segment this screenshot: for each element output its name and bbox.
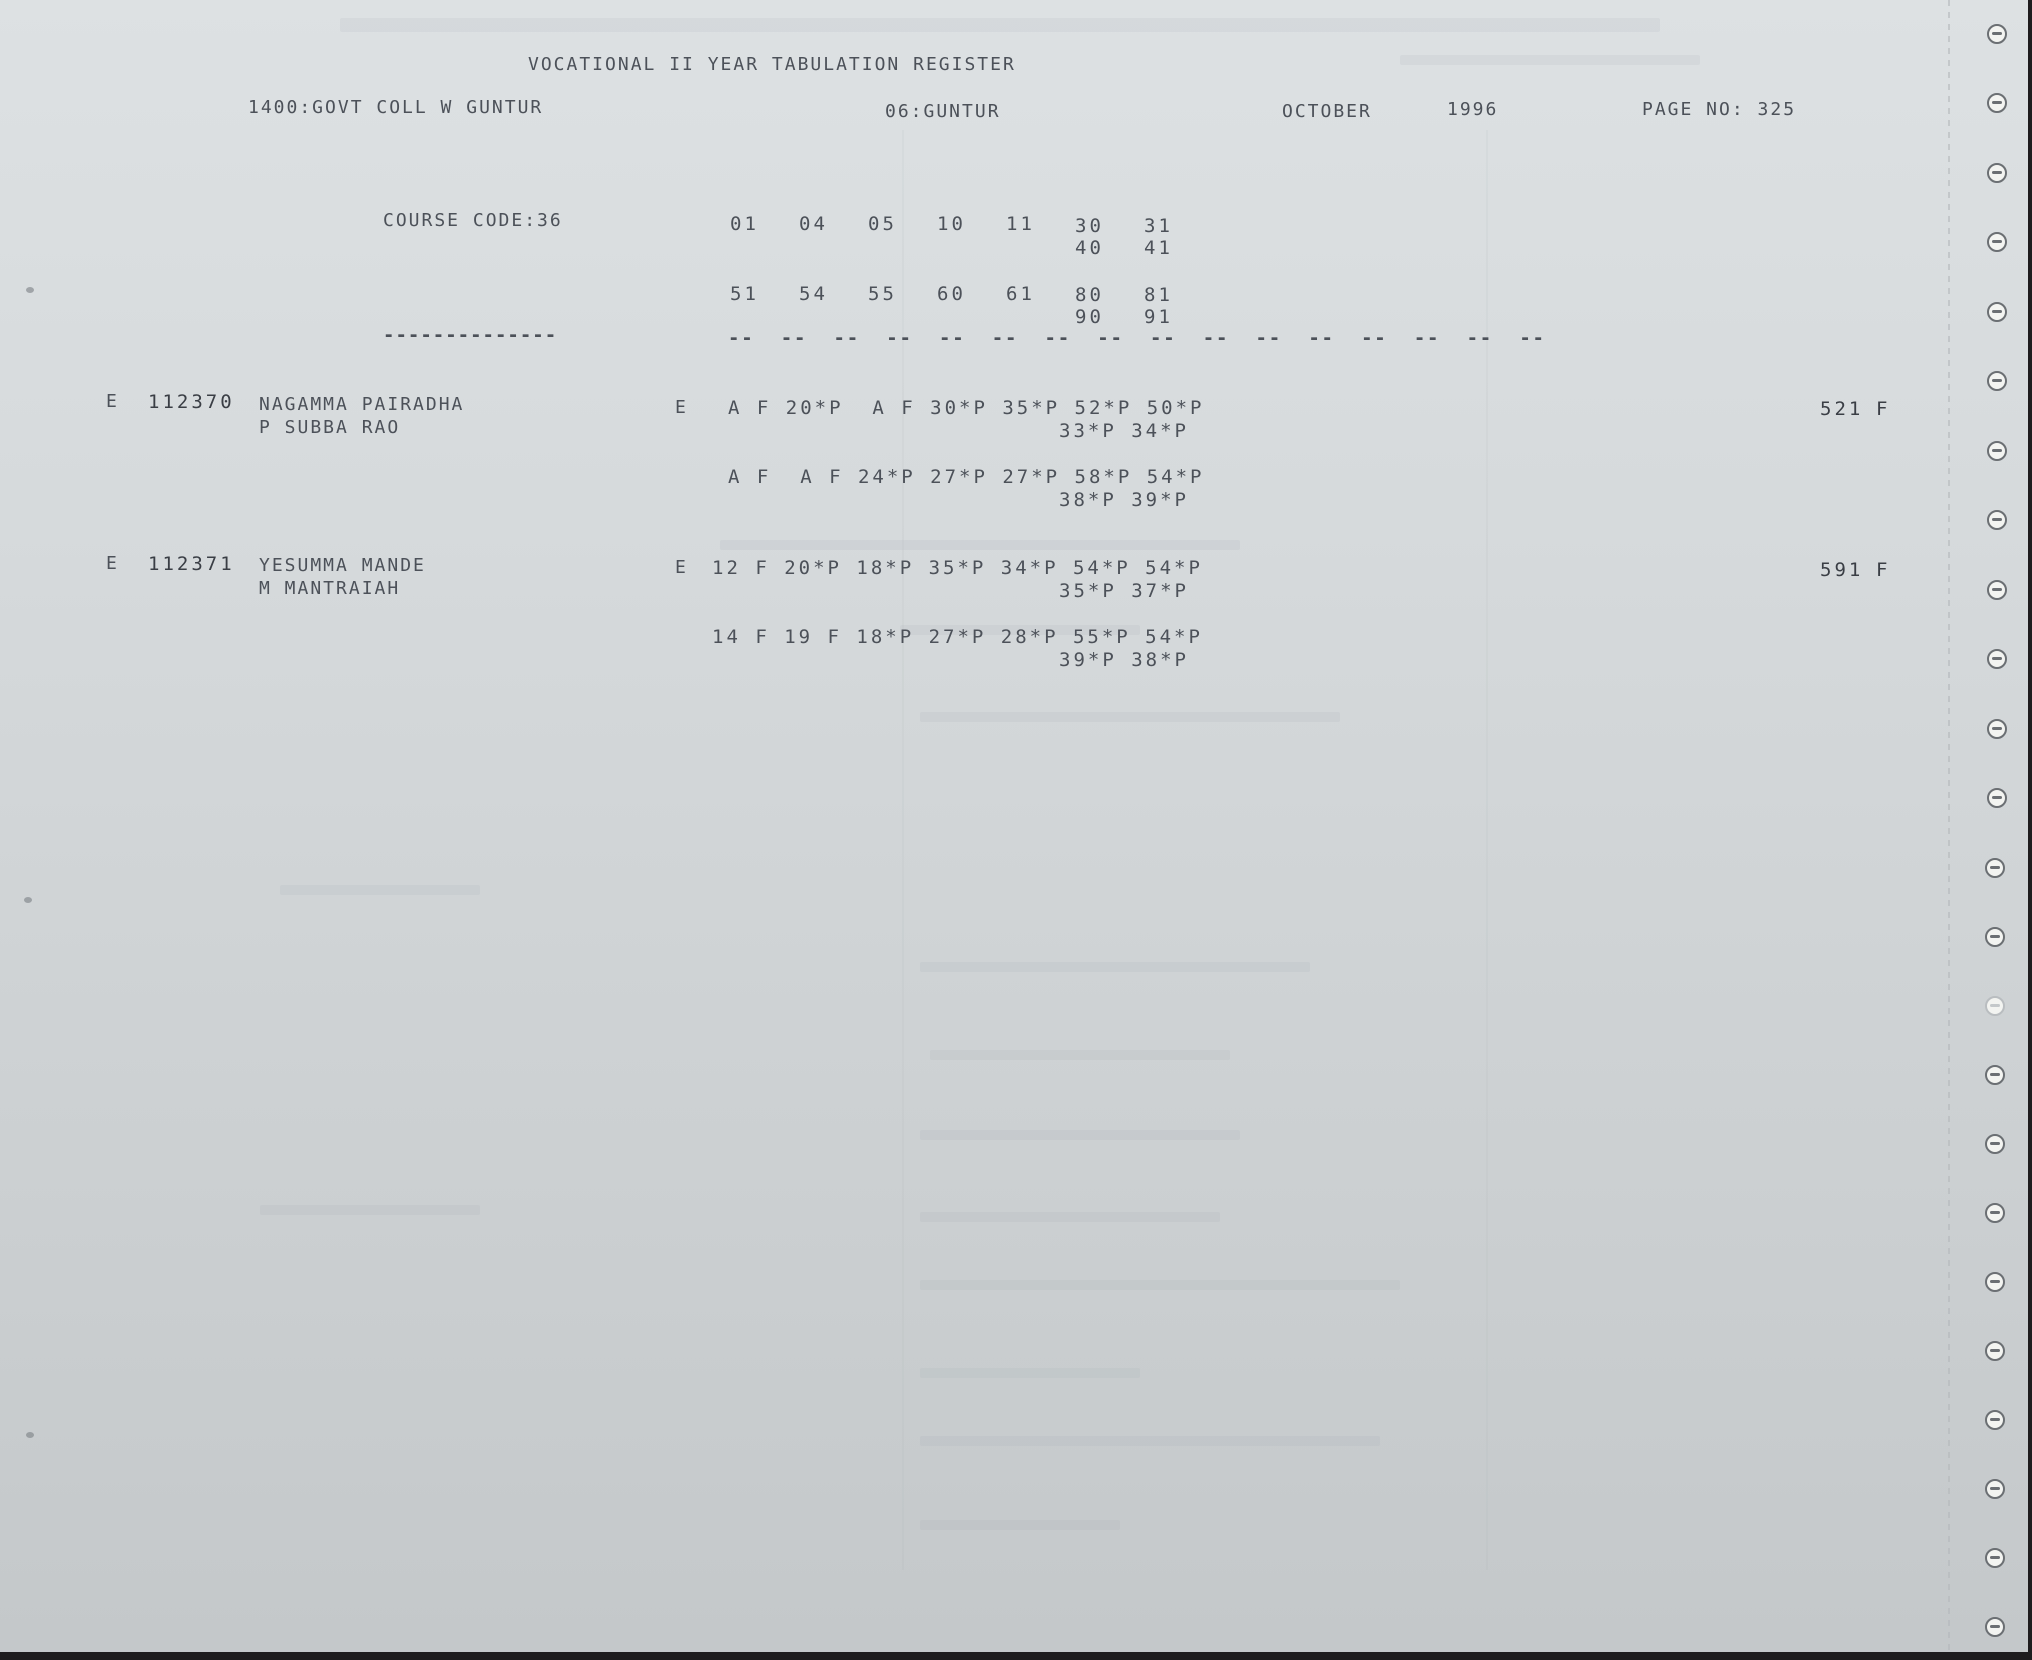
feed-hole-icon — [1987, 510, 2007, 530]
feed-hole-icon — [1985, 996, 2005, 1016]
subject-code: 55 — [868, 283, 897, 305]
total-marks: 591 — [1820, 559, 1864, 581]
feed-hole-icon — [1987, 580, 2007, 600]
marks-line-2: 14 F 19 F 18*P 27*P 28*P 55*P 54*P — [712, 626, 1203, 648]
student-name: YESUMMA MANDE — [259, 555, 426, 576]
course-code: COURSE CODE:36 — [383, 210, 563, 231]
subject-code: 80 — [1075, 284, 1104, 306]
marks-line-2: A F A F 24*P 27*P 27*P 58*P 54*P — [728, 466, 1205, 488]
column-separator-dashes: -- -- -- -- -- -- -- -- -- -- -- -- -- -- -- -- — [728, 327, 1546, 349]
feed-hole-icon — [1987, 371, 2007, 391]
feed-hole-icon — [1985, 1341, 2005, 1361]
father-name: P SUBBA RAO — [259, 417, 401, 438]
record-category: E — [106, 553, 119, 574]
subject-code: 05 — [868, 213, 897, 235]
feed-hole-icon — [1987, 93, 2007, 113]
marks-line-2-sub: 39*P 38*P — [1059, 649, 1189, 671]
feed-hole-icon — [1985, 1617, 2005, 1637]
record-category: E — [106, 391, 119, 412]
feed-hole-icon — [1987, 163, 2007, 183]
feed-hole-icon — [1985, 1134, 2005, 1154]
feed-hole-icon — [1987, 302, 2007, 322]
subject-code: 54 — [799, 283, 828, 305]
marks-line-2-sub: 38*P 39*P — [1059, 489, 1189, 511]
hall-ticket-number: 112370 — [148, 391, 235, 413]
feed-hole-icon — [1987, 719, 2007, 739]
marks-line-1-sub: 35*P 37*P — [1059, 580, 1189, 602]
marks-line-1: 12 F 20*P 18*P 35*P 34*P 54*P 54*P — [712, 557, 1203, 579]
subject-code: 60 — [937, 283, 966, 305]
subject-code: 30 — [1075, 215, 1104, 237]
subject-code: 11 — [1006, 213, 1035, 235]
feed-hole-icon — [1987, 788, 2007, 808]
hall-ticket-number: 112371 — [148, 553, 235, 575]
subject-code: 51 — [730, 283, 759, 305]
student-name: NAGAMMA PAIRADHA — [259, 394, 465, 415]
exam-month: OCTOBER — [1282, 101, 1372, 122]
subject-code: 91 — [1144, 306, 1173, 328]
result-status: F — [1876, 559, 1891, 581]
subject-code: 10 — [937, 213, 966, 235]
feed-hole-icon — [1985, 1479, 2005, 1499]
feed-hole-icon — [1985, 1272, 2005, 1292]
subject-code: 41 — [1144, 237, 1173, 259]
feed-hole-icon — [1985, 1548, 2005, 1568]
marks-line-1-sub: 33*P 34*P — [1059, 420, 1189, 442]
feed-hole-icon — [1985, 1065, 2005, 1085]
subject-code: 31 — [1144, 215, 1173, 237]
medium-code: E — [675, 397, 688, 418]
feed-hole-icon — [1985, 1410, 2005, 1430]
feed-hole-icon — [1987, 649, 2007, 669]
subject-code: 81 — [1144, 284, 1173, 306]
subject-code: 40 — [1075, 237, 1104, 259]
feed-hole-icon — [1987, 441, 2007, 461]
page-number: PAGE NO: 325 — [1642, 99, 1797, 120]
result-status: F — [1876, 398, 1891, 420]
feed-hole-icon — [1985, 858, 2005, 878]
course-code-underline: -------------- — [383, 324, 558, 346]
feed-hole-icon — [1987, 232, 2007, 252]
district-name: 06:GUNTUR — [885, 101, 1001, 122]
subject-code: 04 — [799, 213, 828, 235]
exam-year: 1996 — [1447, 99, 1499, 120]
feed-hole-icon — [1985, 1203, 2005, 1223]
father-name: M MANTRAIAH — [259, 578, 401, 599]
marks-line-1: A F 20*P A F 30*P 35*P 52*P 50*P — [728, 397, 1205, 419]
subject-code: 90 — [1075, 306, 1104, 328]
subject-code: 61 — [1006, 283, 1035, 305]
medium-code: E — [675, 557, 688, 578]
feed-hole-icon — [1985, 927, 2005, 947]
feed-hole-icon — [1987, 24, 2007, 44]
college-name: 1400:GOVT COLL W GUNTUR — [248, 97, 544, 118]
subject-code: 01 — [730, 213, 759, 235]
total-marks: 521 — [1820, 398, 1864, 420]
perforation-line — [1948, 0, 1950, 1652]
register-title: VOCATIONAL II YEAR TABULATION REGISTER — [528, 54, 1016, 75]
